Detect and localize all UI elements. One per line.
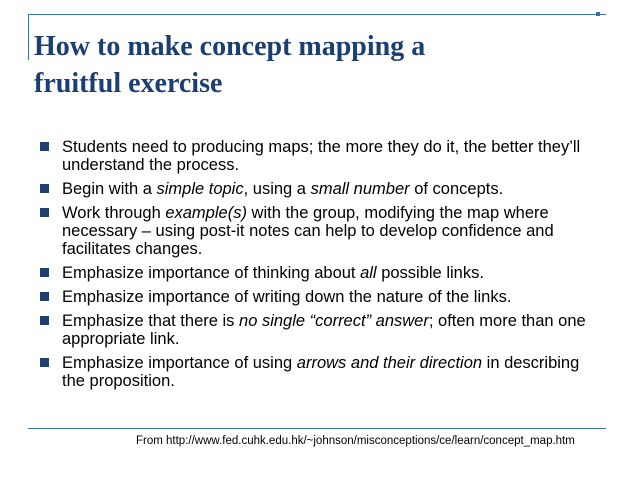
bullet-text: with the group, modifying the map where necessary – using post-it notes can help to develop confidence and facilitates changes.	[62, 204, 554, 258]
bullet-emphasis: small number	[310, 180, 410, 198]
bullet-emphasis: no single “correct” answer	[239, 312, 429, 330]
bullet-list	[40, 138, 605, 396]
top-divider-end-mark	[596, 12, 600, 16]
bottom-divider-line	[28, 428, 606, 429]
slide-title-line-2: fruitful exercise	[34, 68, 223, 99]
square-bullet-icon	[40, 268, 49, 277]
slide-title	[34, 28, 594, 102]
bullet-text: in describing the proposition.	[62, 354, 580, 390]
square-bullet-icon	[40, 142, 49, 151]
bullet-text: possible links.	[376, 264, 484, 282]
bullet-item	[40, 312, 605, 348]
left-accent-line	[28, 14, 29, 60]
bullet-emphasis: simple topic	[156, 180, 244, 198]
bullet-item	[40, 288, 605, 306]
bullet-text: Emphasize importance of using	[62, 354, 297, 372]
bullet-text: of concepts.	[409, 180, 504, 198]
bullet-text: Emphasize importance of thinking about	[62, 264, 361, 282]
square-bullet-icon	[40, 358, 49, 367]
bullet-text: ; often more than one appropriate link.	[62, 312, 586, 348]
bullet-emphasis: example(s)	[165, 204, 247, 222]
source-citation: From http://www.fed.cuhk.edu.hk/~johnson/misconceptions/ce/learn/concept_map.htm	[136, 435, 575, 447]
bullet-emphasis: arrows and their direction	[296, 354, 483, 372]
bullet-text: Emphasize that there is	[62, 312, 240, 330]
slide-title-line-1: How to make concept mapping a	[34, 31, 426, 62]
bullet-item	[40, 354, 605, 390]
bullet-text: , using a	[243, 180, 311, 198]
bullet-item	[40, 204, 605, 258]
bullet-item	[40, 264, 605, 282]
bullet-text: Emphasize importance of writing down the nature of the links.	[62, 288, 512, 306]
bullet-item	[40, 138, 605, 174]
square-bullet-icon	[40, 208, 49, 217]
bullet-emphasis: all	[360, 264, 377, 282]
bullet-text: Students need to producing maps; the more they do it, the better they’ll understand the process.	[62, 138, 581, 174]
square-bullet-icon	[40, 184, 49, 193]
bullet-text: Work through	[62, 204, 166, 222]
square-bullet-icon	[40, 316, 49, 325]
bullet-item	[40, 180, 605, 198]
top-divider-line	[28, 14, 606, 15]
square-bullet-icon	[40, 292, 49, 301]
bullet-text: Begin with a	[62, 180, 157, 198]
